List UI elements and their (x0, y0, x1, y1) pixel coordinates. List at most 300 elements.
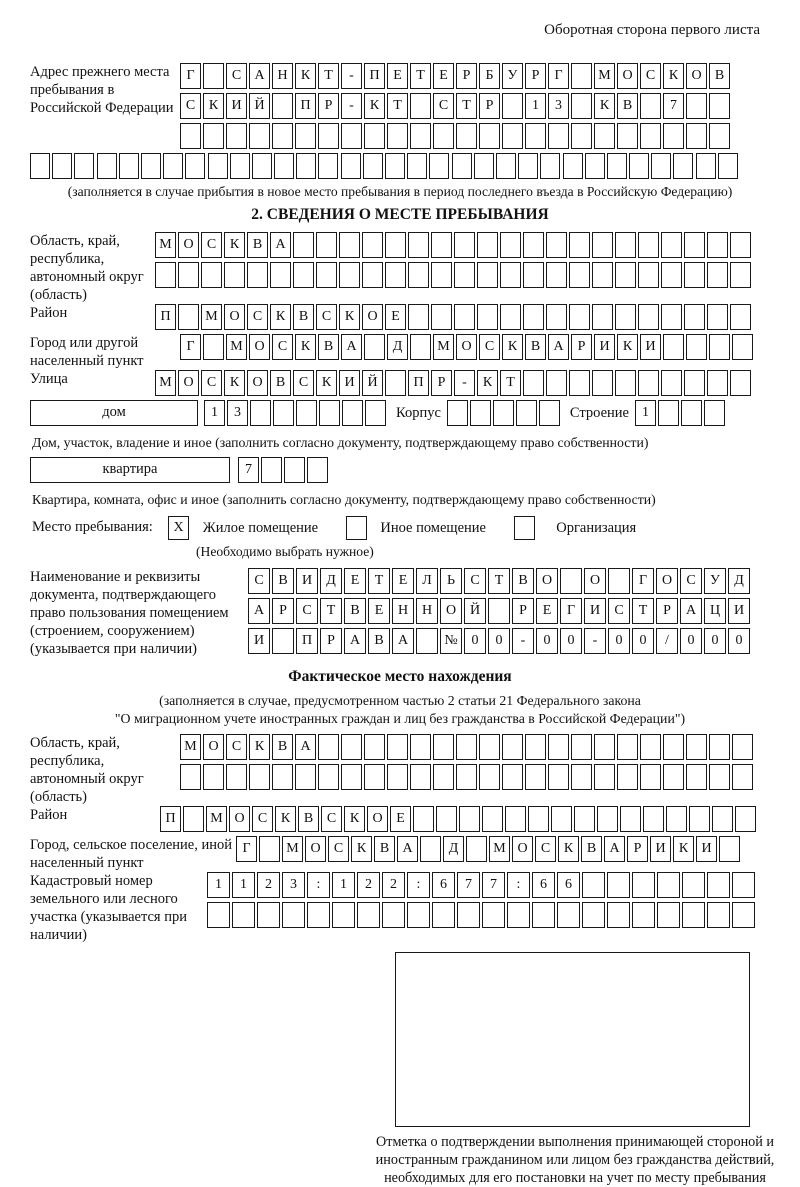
char-box[interactable] (249, 764, 270, 790)
char-box[interactable]: К (224, 232, 245, 258)
fact-oblast-row-1[interactable] (180, 734, 755, 760)
char-box[interactable] (201, 262, 222, 288)
char-box[interactable] (617, 734, 638, 760)
char-box[interactable] (607, 902, 630, 928)
char-box[interactable]: : (307, 872, 330, 898)
char-box[interactable] (709, 93, 730, 119)
char-box[interactable]: Р (525, 63, 546, 89)
char-box[interactable] (230, 153, 250, 179)
char-box[interactable] (482, 902, 505, 928)
char-box[interactable] (341, 764, 362, 790)
raion-row[interactable] (155, 304, 753, 330)
inoe-checkbox[interactable] (346, 516, 367, 540)
char-box[interactable] (272, 93, 293, 119)
char-box[interactable] (293, 262, 314, 288)
char-box[interactable]: К (203, 93, 224, 119)
char-box[interactable]: М (155, 232, 176, 258)
kadastr-row-1[interactable] (207, 872, 757, 898)
char-box[interactable] (525, 764, 546, 790)
char-box[interactable]: О (362, 304, 383, 330)
char-box[interactable]: О (456, 334, 477, 360)
char-box[interactable] (387, 123, 408, 149)
char-box[interactable]: В (270, 370, 291, 396)
char-box[interactable] (272, 628, 294, 654)
char-box[interactable]: К (295, 334, 316, 360)
char-box[interactable] (466, 836, 487, 862)
char-box[interactable]: 0 (464, 628, 486, 654)
char-box[interactable] (629, 153, 649, 179)
char-box[interactable] (284, 457, 305, 483)
char-box[interactable] (732, 872, 755, 898)
char-box[interactable]: С (201, 232, 222, 258)
fact-oblast-row-2[interactable] (180, 764, 755, 790)
oblast-row-2[interactable] (155, 262, 753, 288)
char-box[interactable]: Н (416, 598, 438, 624)
char-box[interactable]: С (296, 598, 318, 624)
char-box[interactable] (332, 902, 355, 928)
char-box[interactable]: К (663, 63, 684, 89)
char-box[interactable] (470, 400, 491, 426)
char-box[interactable] (295, 123, 316, 149)
char-box[interactable] (682, 902, 705, 928)
char-box[interactable]: 0 (704, 628, 726, 654)
char-box[interactable] (657, 902, 680, 928)
char-box[interactable]: К (617, 334, 638, 360)
char-box[interactable]: И (248, 628, 270, 654)
char-box[interactable] (339, 262, 360, 288)
char-box[interactable] (661, 232, 682, 258)
char-box[interactable] (407, 153, 427, 179)
char-box[interactable] (597, 806, 618, 832)
char-box[interactable] (638, 370, 659, 396)
char-box[interactable] (735, 806, 756, 832)
char-box[interactable]: К (558, 836, 579, 862)
char-box[interactable] (259, 836, 280, 862)
char-box[interactable] (163, 153, 183, 179)
prev-address-row-4[interactable] (30, 153, 770, 179)
char-box[interactable] (457, 902, 480, 928)
char-box[interactable]: Е (433, 63, 454, 89)
char-box[interactable] (496, 153, 516, 179)
char-box[interactable] (410, 123, 431, 149)
char-box[interactable] (429, 153, 449, 179)
char-box[interactable] (571, 123, 592, 149)
char-box[interactable]: 1 (525, 93, 546, 119)
char-box[interactable] (454, 262, 475, 288)
char-box[interactable]: С (640, 63, 661, 89)
char-box[interactable]: О (249, 334, 270, 360)
char-box[interactable]: В (272, 734, 293, 760)
char-box[interactable] (615, 262, 636, 288)
char-box[interactable]: К (364, 93, 385, 119)
char-box[interactable] (663, 334, 684, 360)
char-box[interactable]: Ь (440, 568, 462, 594)
char-box[interactable]: 1 (332, 872, 355, 898)
char-box[interactable]: В (247, 232, 268, 258)
char-box[interactable]: Р (627, 836, 648, 862)
char-box[interactable] (661, 304, 682, 330)
char-box[interactable] (97, 153, 117, 179)
char-box[interactable] (342, 400, 363, 426)
char-box[interactable]: Е (344, 568, 366, 594)
char-box[interactable] (185, 153, 205, 179)
char-box[interactable]: И (339, 370, 360, 396)
char-box[interactable] (594, 734, 615, 760)
char-box[interactable] (274, 153, 294, 179)
char-box[interactable] (663, 123, 684, 149)
char-box[interactable] (592, 304, 613, 330)
char-box[interactable]: Р (320, 628, 342, 654)
char-box[interactable]: А (397, 836, 418, 862)
char-box[interactable]: О (536, 568, 558, 594)
char-box[interactable]: М (206, 806, 227, 832)
char-box[interactable] (548, 764, 569, 790)
char-box[interactable] (207, 902, 230, 928)
char-box[interactable] (431, 262, 452, 288)
char-box[interactable] (686, 334, 707, 360)
fact-raion-row[interactable] (160, 806, 758, 832)
char-box[interactable] (684, 262, 705, 288)
char-box[interactable]: С (608, 598, 630, 624)
char-box[interactable] (732, 734, 753, 760)
char-box[interactable]: А (248, 598, 270, 624)
char-box[interactable]: К (351, 836, 372, 862)
char-box[interactable] (183, 806, 204, 832)
char-box[interactable] (454, 304, 475, 330)
char-box[interactable] (571, 63, 592, 89)
char-box[interactable] (615, 304, 636, 330)
char-box[interactable]: Е (385, 304, 406, 330)
char-box[interactable] (408, 304, 429, 330)
char-box[interactable] (436, 806, 457, 832)
char-box[interactable] (709, 334, 730, 360)
char-box[interactable] (431, 304, 452, 330)
char-box[interactable] (500, 304, 521, 330)
char-box[interactable] (272, 764, 293, 790)
char-box[interactable] (592, 232, 613, 258)
char-box[interactable]: 1 (232, 872, 255, 898)
char-box[interactable]: Л (416, 568, 438, 594)
char-box[interactable]: Е (392, 568, 414, 594)
char-box[interactable] (407, 902, 430, 928)
char-box[interactable] (546, 232, 567, 258)
char-box[interactable] (382, 902, 405, 928)
char-box[interactable] (452, 153, 472, 179)
char-box[interactable]: С (247, 304, 268, 330)
char-box[interactable] (730, 370, 751, 396)
char-box[interactable]: Р (272, 598, 294, 624)
char-box[interactable]: О (512, 836, 533, 862)
char-box[interactable] (704, 400, 725, 426)
char-box[interactable] (592, 370, 613, 396)
char-box[interactable] (617, 123, 638, 149)
char-box[interactable] (307, 902, 330, 928)
char-box[interactable] (651, 153, 671, 179)
char-box[interactable] (224, 262, 245, 288)
char-box[interactable] (488, 598, 510, 624)
char-box[interactable] (686, 93, 707, 119)
prev-address-row-2[interactable] (180, 93, 732, 119)
char-box[interactable] (569, 232, 590, 258)
char-box[interactable] (571, 93, 592, 119)
char-box[interactable]: К (316, 370, 337, 396)
char-box[interactable]: 1 (207, 872, 230, 898)
char-box[interactable]: Д (320, 568, 342, 594)
char-box[interactable]: В (344, 598, 366, 624)
char-box[interactable] (456, 734, 477, 760)
char-box[interactable] (686, 123, 707, 149)
char-box[interactable]: К (295, 63, 316, 89)
char-box[interactable]: Т (368, 568, 390, 594)
char-box[interactable]: К (502, 334, 523, 360)
char-box[interactable]: Т (632, 598, 654, 624)
char-box[interactable]: П (155, 304, 176, 330)
char-box[interactable]: С (226, 734, 247, 760)
char-box[interactable] (410, 334, 431, 360)
char-box[interactable] (155, 262, 176, 288)
char-box[interactable]: - (512, 628, 534, 654)
char-box[interactable] (30, 153, 50, 179)
char-box[interactable]: С (293, 370, 314, 396)
char-box[interactable] (316, 232, 337, 258)
char-box[interactable]: О (367, 806, 388, 832)
char-box[interactable] (707, 232, 728, 258)
char-box[interactable] (431, 232, 452, 258)
char-box[interactable] (477, 262, 498, 288)
char-box[interactable]: П (364, 63, 385, 89)
char-box[interactable] (661, 370, 682, 396)
char-box[interactable]: 3 (548, 93, 569, 119)
char-box[interactable]: - (341, 63, 362, 89)
organizaciya-checkbox[interactable] (514, 516, 535, 540)
char-box[interactable] (615, 232, 636, 258)
char-box[interactable] (569, 370, 590, 396)
char-box[interactable] (682, 872, 705, 898)
char-box[interactable] (208, 153, 228, 179)
char-box[interactable]: С (464, 568, 486, 594)
char-box[interactable] (620, 806, 641, 832)
char-box[interactable] (357, 902, 380, 928)
char-box[interactable]: 3 (282, 872, 305, 898)
char-box[interactable] (525, 123, 546, 149)
char-box[interactable]: П (296, 628, 318, 654)
char-box[interactable]: 7 (663, 93, 684, 119)
char-box[interactable]: Ц (704, 598, 726, 624)
char-box[interactable] (640, 93, 661, 119)
char-box[interactable] (640, 764, 661, 790)
char-box[interactable] (502, 734, 523, 760)
char-box[interactable]: С (226, 63, 247, 89)
char-box[interactable] (203, 764, 224, 790)
char-box[interactable] (548, 123, 569, 149)
char-box[interactable] (385, 232, 406, 258)
char-box[interactable]: М (201, 304, 222, 330)
prev-address-row-1[interactable] (180, 63, 732, 89)
char-box[interactable]: / (656, 628, 678, 654)
char-box[interactable] (226, 764, 247, 790)
char-box[interactable]: С (479, 334, 500, 360)
char-box[interactable] (408, 232, 429, 258)
char-box[interactable] (433, 123, 454, 149)
char-box[interactable]: 0 (608, 628, 630, 654)
char-box[interactable]: Р (431, 370, 452, 396)
char-box[interactable]: О (203, 734, 224, 760)
char-box[interactable] (318, 153, 338, 179)
char-box[interactable] (523, 304, 544, 330)
char-box[interactable]: К (673, 836, 694, 862)
char-box[interactable]: - (341, 93, 362, 119)
char-box[interactable]: С (248, 568, 270, 594)
char-box[interactable]: К (344, 806, 365, 832)
oblast-row-1[interactable] (155, 232, 753, 258)
char-box[interactable] (226, 123, 247, 149)
char-box[interactable]: 6 (557, 872, 580, 898)
char-box[interactable] (420, 836, 441, 862)
doc-row-3[interactable] (248, 628, 752, 654)
char-box[interactable] (663, 734, 684, 760)
char-box[interactable]: С (535, 836, 556, 862)
char-box[interactable]: И (226, 93, 247, 119)
char-box[interactable]: Е (387, 63, 408, 89)
char-box[interactable] (523, 370, 544, 396)
kadastr-row-2[interactable] (207, 902, 757, 928)
char-box[interactable] (594, 764, 615, 790)
stroenie-boxes[interactable] (635, 400, 727, 426)
char-box[interactable] (247, 262, 268, 288)
char-box[interactable]: 2 (257, 872, 280, 898)
char-box[interactable]: В (272, 568, 294, 594)
char-box[interactable] (523, 262, 544, 288)
char-box[interactable]: К (477, 370, 498, 396)
char-box[interactable] (249, 123, 270, 149)
char-box[interactable] (477, 232, 498, 258)
char-box[interactable]: № (440, 628, 462, 654)
char-box[interactable] (638, 262, 659, 288)
dom-boxes[interactable] (204, 400, 388, 426)
char-box[interactable] (502, 123, 523, 149)
char-box[interactable] (362, 262, 383, 288)
char-box[interactable] (365, 400, 386, 426)
char-box[interactable]: А (604, 836, 625, 862)
char-box[interactable] (459, 806, 480, 832)
char-box[interactable]: - (454, 370, 475, 396)
char-box[interactable] (385, 370, 406, 396)
char-box[interactable]: : (407, 872, 430, 898)
char-box[interactable] (615, 370, 636, 396)
char-box[interactable]: Г (632, 568, 654, 594)
char-box[interactable]: М (282, 836, 303, 862)
char-box[interactable]: 0 (488, 628, 510, 654)
char-box[interactable] (385, 153, 405, 179)
char-box[interactable] (318, 734, 339, 760)
char-box[interactable]: И (696, 836, 717, 862)
char-box[interactable]: И (728, 598, 750, 624)
char-box[interactable] (732, 902, 755, 928)
char-box[interactable]: Р (456, 63, 477, 89)
char-box[interactable] (548, 734, 569, 760)
char-box[interactable]: Р (479, 93, 500, 119)
char-box[interactable]: К (594, 93, 615, 119)
char-box[interactable]: 0 (632, 628, 654, 654)
char-box[interactable]: Б (479, 63, 500, 89)
char-box[interactable]: О (229, 806, 250, 832)
char-box[interactable] (141, 153, 161, 179)
char-box[interactable] (296, 400, 317, 426)
ulitsa-row[interactable] (155, 370, 753, 396)
char-box[interactable]: 7 (238, 457, 259, 483)
char-box[interactable] (732, 334, 753, 360)
char-box[interactable] (686, 734, 707, 760)
char-box[interactable]: 0 (560, 628, 582, 654)
char-box[interactable] (673, 153, 693, 179)
char-box[interactable] (273, 400, 294, 426)
char-box[interactable] (252, 153, 272, 179)
char-box[interactable] (474, 153, 494, 179)
char-box[interactable]: И (584, 598, 606, 624)
char-box[interactable] (709, 734, 730, 760)
char-box[interactable] (718, 153, 738, 179)
char-box[interactable]: 6 (532, 872, 555, 898)
char-box[interactable]: Р (656, 598, 678, 624)
char-box[interactable] (493, 400, 514, 426)
char-box[interactable]: У (502, 63, 523, 89)
char-box[interactable]: К (339, 304, 360, 330)
char-box[interactable]: И (640, 334, 661, 360)
char-box[interactable]: П (408, 370, 429, 396)
zhiloe-checkbox[interactable]: X (168, 516, 189, 540)
char-box[interactable]: О (656, 568, 678, 594)
char-box[interactable] (203, 63, 224, 89)
char-box[interactable] (416, 628, 438, 654)
char-box[interactable]: Г (236, 836, 257, 862)
char-box[interactable] (454, 232, 475, 258)
char-box[interactable] (410, 93, 431, 119)
char-box[interactable]: Т (488, 568, 510, 594)
char-box[interactable]: И (296, 568, 318, 594)
char-box[interactable]: М (433, 334, 454, 360)
char-box[interactable] (339, 232, 360, 258)
char-box[interactable]: 1 (204, 400, 225, 426)
char-box[interactable] (387, 764, 408, 790)
char-box[interactable]: 0 (680, 628, 702, 654)
char-box[interactable] (592, 262, 613, 288)
char-box[interactable] (477, 304, 498, 330)
char-box[interactable] (686, 764, 707, 790)
char-box[interactable] (507, 902, 530, 928)
char-box[interactable]: А (548, 334, 569, 360)
char-box[interactable] (681, 400, 702, 426)
char-box[interactable]: Р (571, 334, 592, 360)
doc-row-2[interactable] (248, 598, 752, 624)
char-box[interactable] (585, 153, 605, 179)
char-box[interactable] (319, 400, 340, 426)
char-box[interactable]: С (252, 806, 273, 832)
char-box[interactable]: М (594, 63, 615, 89)
char-box[interactable] (546, 262, 567, 288)
char-box[interactable] (638, 232, 659, 258)
char-box[interactable]: 2 (357, 872, 380, 898)
char-box[interactable]: М (226, 334, 247, 360)
gorod-row[interactable] (180, 334, 755, 360)
char-box[interactable] (684, 370, 705, 396)
char-box[interactable] (661, 262, 682, 288)
char-box[interactable]: В (709, 63, 730, 89)
char-box[interactable]: Т (318, 63, 339, 89)
char-box[interactable] (551, 806, 572, 832)
char-box[interactable] (257, 902, 280, 928)
char-box[interactable]: В (525, 334, 546, 360)
char-box[interactable] (608, 568, 630, 594)
